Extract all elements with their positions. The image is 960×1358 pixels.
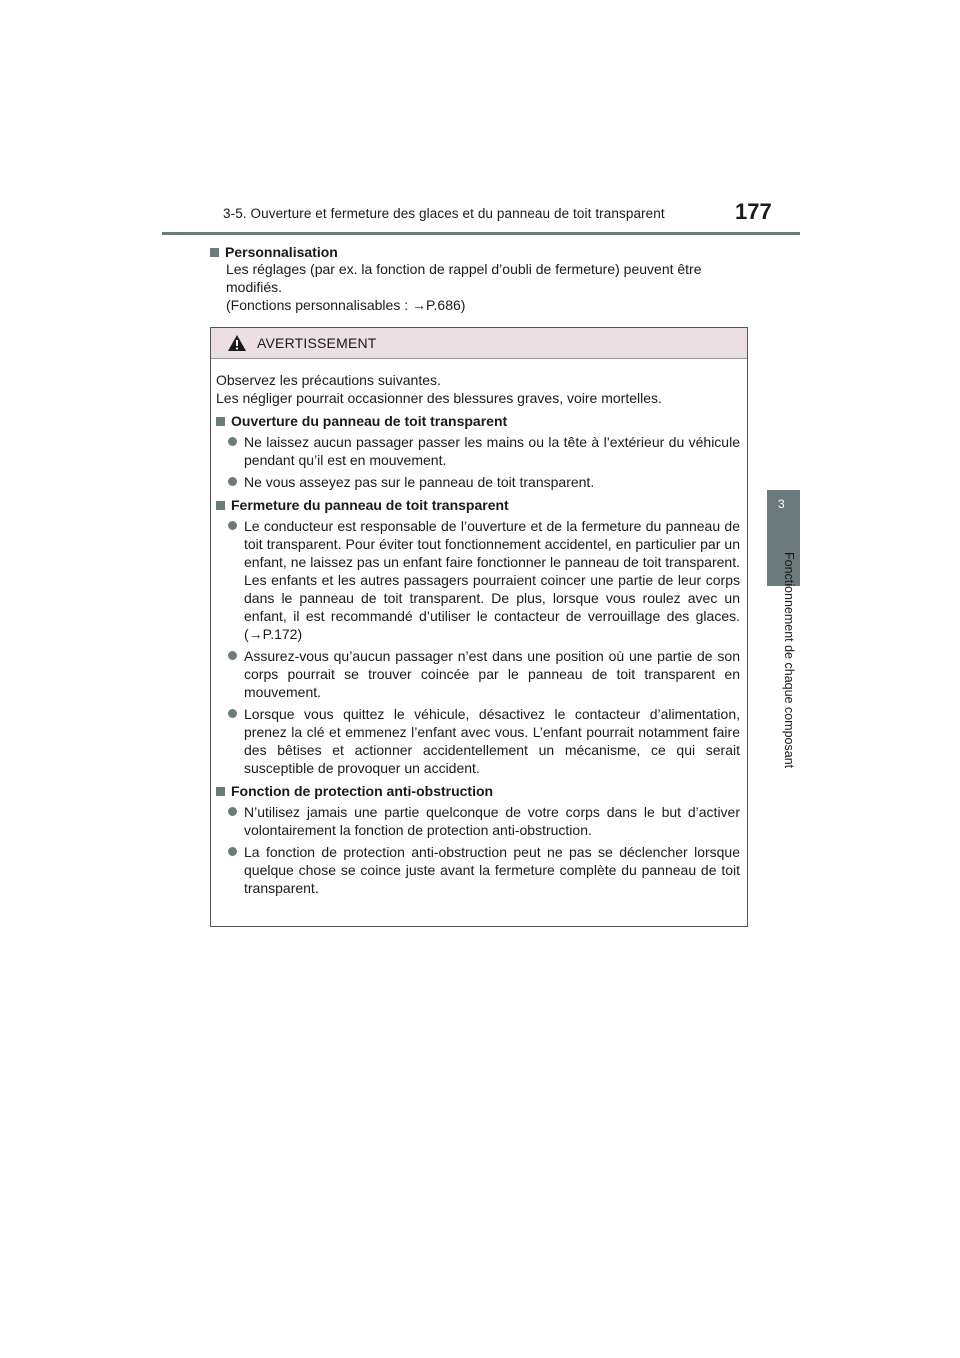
list-item-text: Le conducteur est responsable de l’ouverture et de la fermeture du panneau de toit transparent. Pour éviter tout fonctionnement accidentel, en particulier par un enfant, ne laissez pas un enfant faire fonctionner le panneau de toit transparent. Les enfants et les autres passagers pourraient coincer une partie de leur corps dans le panneau de toit transparent. De plus, lorsque vous roulez avec un enfant, il est recommandé d’utiliser le contacteur de verrouillage des glaces. (→P.172) bbox=[244, 518, 740, 642]
customization-heading bbox=[210, 244, 750, 260]
round-bullet-icon bbox=[228, 807, 237, 816]
list-item-text: Ne vous asseyez pas sur le panneau de toit transparent. bbox=[244, 474, 595, 490]
list-item bbox=[228, 473, 740, 491]
round-bullet-icon bbox=[228, 651, 237, 660]
list-item-text: Ne laissez aucun passager passer les mains ou la tête à l’extérieur du véhicule pendant qu’il est en mouvement. bbox=[244, 434, 740, 468]
round-bullet-icon bbox=[228, 847, 237, 856]
warning-section-closing bbox=[216, 496, 740, 777]
warning-triangle-icon bbox=[227, 334, 247, 352]
customization-line: modifiés. bbox=[226, 279, 283, 295]
chapter-title: Fonctionnement de chaque composant bbox=[782, 552, 796, 769]
section-title: 3-5. Ouverture et fermeture des glaces et du panneau de toit transparent bbox=[223, 206, 665, 221]
square-bullet-icon bbox=[216, 787, 225, 796]
list-item bbox=[228, 433, 740, 469]
customization-section bbox=[210, 244, 750, 314]
section-heading-text: Fermeture du panneau de toit transparent bbox=[231, 497, 509, 513]
header-divider bbox=[162, 232, 800, 235]
list-item-text: Assurez-vous qu’aucun passager n’est dans une position où une partie de son corps pourrait se trouver coincée par le panneau de toit transparent en mouvement. bbox=[244, 648, 740, 700]
square-bullet-icon bbox=[216, 501, 225, 510]
warning-section-anti-obstruction bbox=[216, 782, 740, 897]
section-heading bbox=[216, 782, 740, 800]
page-number: 177 bbox=[735, 199, 772, 224]
section-heading-text: Ouverture du panneau de toit transparent bbox=[231, 413, 508, 429]
warning-box bbox=[210, 327, 748, 927]
customization-body bbox=[226, 260, 750, 314]
list-item bbox=[228, 843, 740, 897]
list-item bbox=[228, 517, 740, 643]
round-bullet-icon bbox=[228, 709, 237, 718]
section-heading bbox=[216, 496, 740, 514]
square-bullet-icon bbox=[210, 248, 219, 257]
customization-line: (Fonctions personnalisables : →P.686) bbox=[226, 297, 466, 313]
round-bullet-icon bbox=[228, 521, 237, 530]
round-bullet-icon bbox=[228, 477, 237, 486]
list-item-text: N’utilisez jamais une partie quelconque de votre corps dans le but d’activer volontairement la fonction de protection anti-obstruction. bbox=[244, 804, 740, 838]
section-heading-text: Fonction de protection anti-obstruction bbox=[231, 783, 494, 799]
round-bullet-icon bbox=[228, 437, 237, 446]
warning-title: AVERTISSEMENT bbox=[257, 335, 377, 351]
customization-heading-text: Personnalisation bbox=[225, 244, 338, 260]
section-heading bbox=[216, 412, 740, 430]
customization-line: Les réglages (par ex. la fonction de rappel d’oubli de fermeture) peuvent être bbox=[226, 261, 702, 277]
list-item bbox=[228, 803, 740, 839]
warning-intro bbox=[216, 371, 740, 407]
list-item bbox=[228, 705, 740, 777]
list-item-text: La fonction de protection anti-obstruction peut ne pas se déclencher lorsque quelque chose se coince juste avant la fermeture complète du panneau de toit transparent. bbox=[244, 844, 740, 896]
list-item bbox=[228, 647, 740, 701]
chapter-number: 3 bbox=[778, 497, 785, 511]
warning-body bbox=[211, 359, 747, 897]
warning-header bbox=[211, 328, 747, 359]
warning-intro-line: Observez les précautions suivantes. bbox=[216, 372, 441, 388]
square-bullet-icon bbox=[216, 417, 225, 426]
warning-section-opening bbox=[216, 412, 740, 491]
warning-intro-line: Les négliger pourrait occasionner des blessures graves, voire mortelles. bbox=[216, 390, 662, 406]
list-item-text: Lorsque vous quittez le véhicule, désactivez le contacteur d’alimentation, prenez la clé et emmenez l’enfant avec vous. L’enfant pourrait notamment faire des bêtises et actionner accidentellement un mécanisme, ce qui serait susceptible de provoquer un accident. bbox=[244, 706, 740, 776]
